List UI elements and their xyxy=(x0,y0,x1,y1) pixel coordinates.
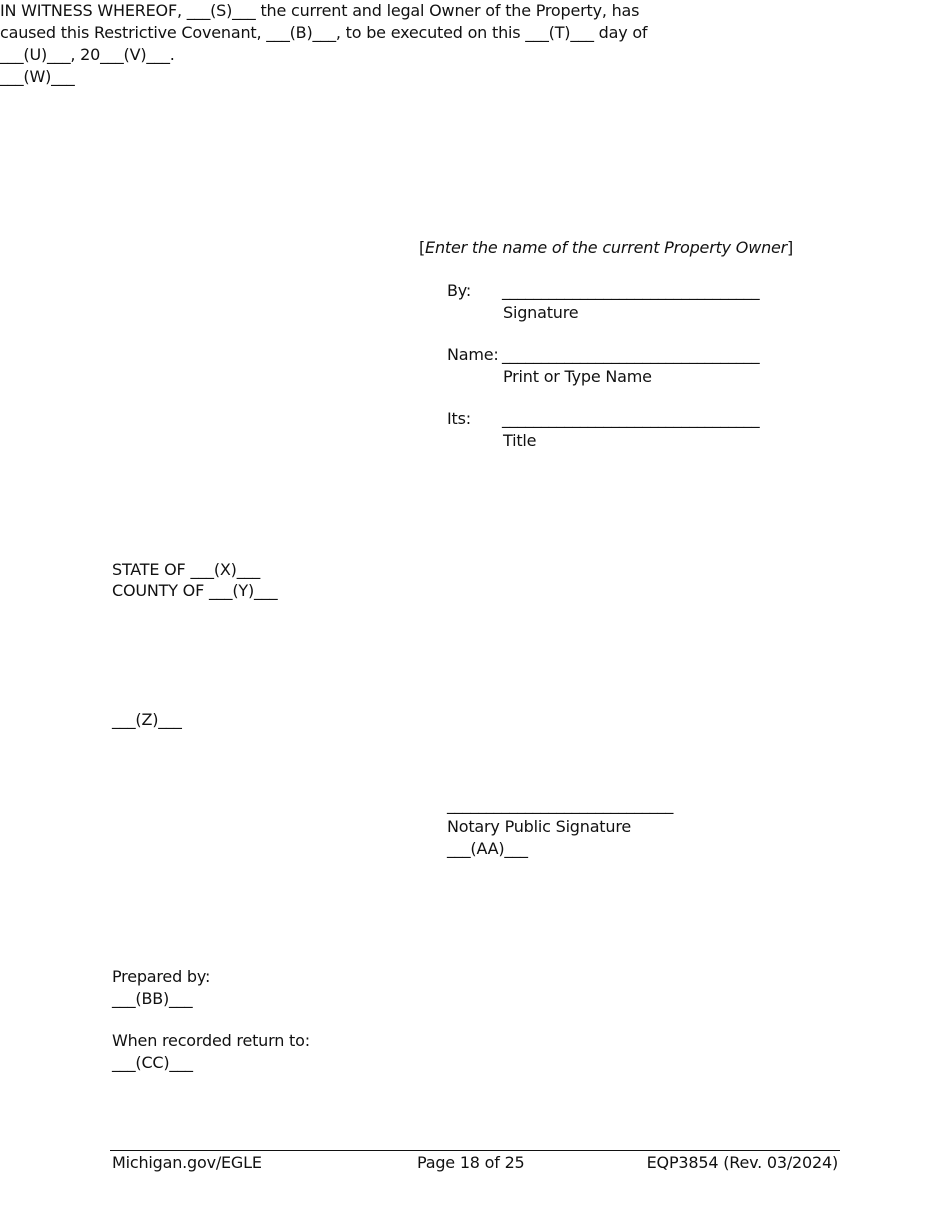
notary-field: ___(AA)___ xyxy=(447,839,528,858)
name-signature-line: _________________________________ xyxy=(502,345,760,364)
owner-heading xyxy=(419,237,793,259)
name-caption: Print or Type Name xyxy=(503,367,652,386)
name-label: Name: xyxy=(447,345,499,364)
state-line: STATE OF ___(X)___ xyxy=(112,560,261,579)
return-to-label: When recorded return to: xyxy=(112,1031,310,1050)
witness-line-2: caused this Restrictive Covenant, ___(B)___, to be executed on this ___(T)___ day of xyxy=(0,23,648,42)
footer-divider xyxy=(110,1150,840,1151)
witness-paragraph xyxy=(0,0,720,88)
footer-left: Michigan.gov/EGLE xyxy=(112,1153,262,1172)
by-signature-line: _________________________________ xyxy=(502,281,760,300)
its-signature-line: _________________________________ xyxy=(502,409,760,428)
owner-heading-close-bracket: ] xyxy=(787,238,794,257)
its-caption: Title xyxy=(503,431,537,450)
notary-caption: Notary Public Signature xyxy=(447,817,631,836)
witness-line-4: ___(W)___ xyxy=(0,67,75,86)
footer-page-number: Page 18 of 25 xyxy=(417,1153,525,1172)
county-line: COUNTY OF ___(Y)___ xyxy=(112,581,278,600)
notary-text-field: ___(Z)___ xyxy=(112,710,182,729)
witness-line-3: ___(U)___, 20___(V)___. xyxy=(0,45,175,64)
footer-form-code: EQP3854 (Rev. 03/2024) xyxy=(646,1153,838,1172)
its-label: Its: xyxy=(447,409,471,428)
prepared-by-value: ___(BB)___ xyxy=(112,989,193,1008)
owner-heading-text: Enter the name of the current Property Owner xyxy=(425,238,788,257)
by-caption: Signature xyxy=(503,303,579,322)
witness-line-1: IN WITNESS WHEREOF, ___(S)___ the current and legal Owner of the Property, has xyxy=(0,1,640,20)
by-label: By: xyxy=(447,281,472,300)
return-to-value: ___(CC)___ xyxy=(112,1053,193,1072)
prepared-by-label: Prepared by: xyxy=(112,967,211,986)
owner-heading-open-bracket: [ xyxy=(419,238,426,257)
notary-signature-line: _____________________________ xyxy=(447,795,674,814)
